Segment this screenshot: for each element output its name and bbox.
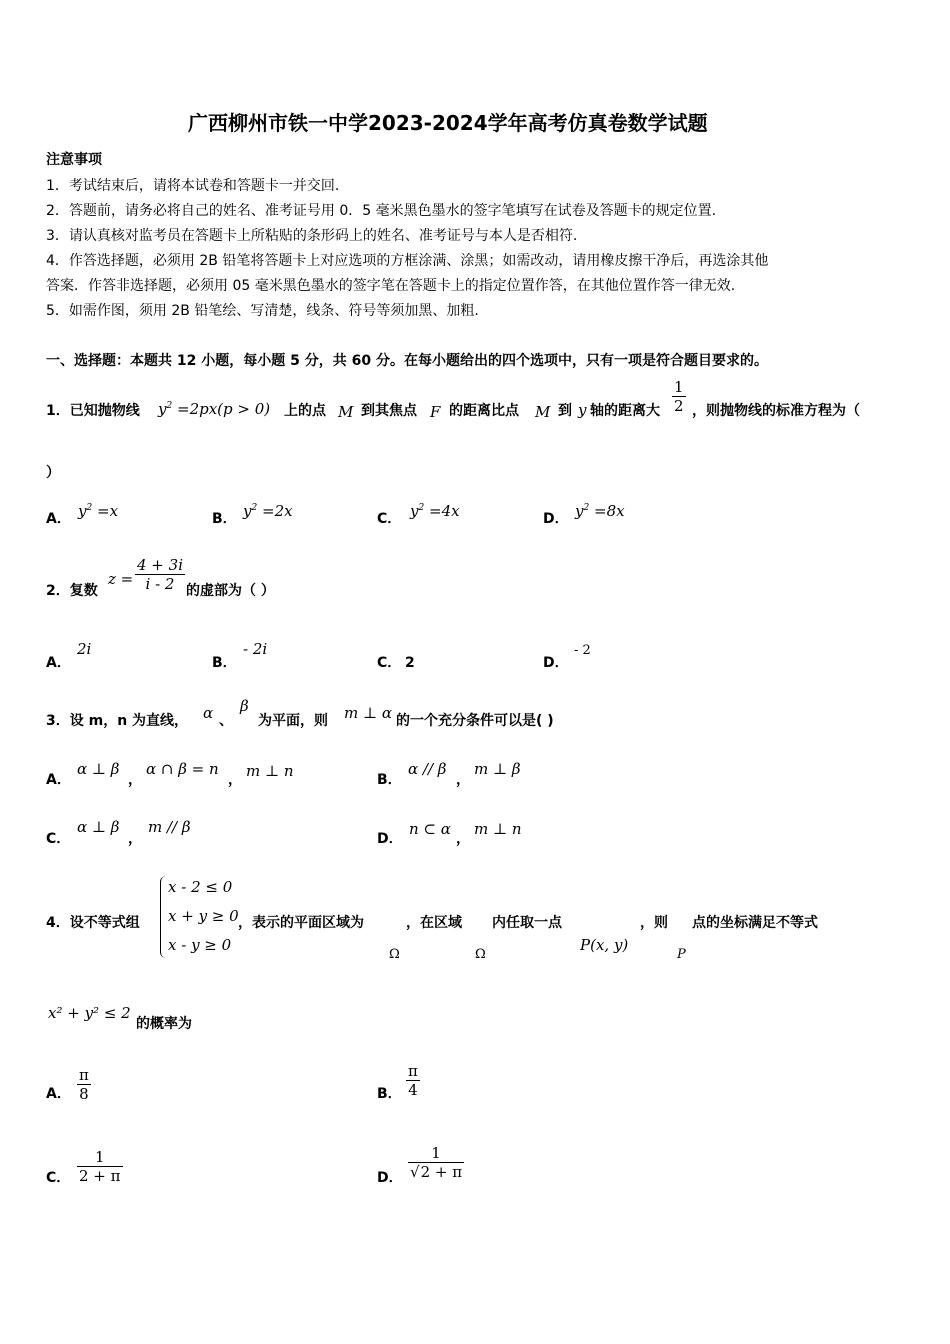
q4-text: ，表示的平面区域为 bbox=[238, 915, 364, 931]
q3-option-a-expr2: α ∩ β = n bbox=[146, 760, 219, 778]
q4-text: 4．设不等式组 bbox=[46, 915, 140, 931]
q2-fraction bbox=[135, 556, 185, 593]
q1-text: 的距离比点 bbox=[449, 403, 519, 419]
q1-option-d-label: D． bbox=[543, 511, 569, 527]
q1-option-b-label: B． bbox=[212, 511, 237, 527]
q1-fraction-den: 2 bbox=[674, 397, 684, 415]
notice-heading: 注意事项 bbox=[46, 152, 102, 168]
q4-option-d-den: √2 + π bbox=[410, 1163, 463, 1181]
q2-option-b-label: B． bbox=[212, 655, 237, 671]
q1-text: ，则抛物线的标准方程为（ bbox=[692, 403, 860, 419]
q4-system-line: x - 2 ≤ 0 bbox=[168, 878, 233, 896]
q4-option-c-fraction: 1 2 + π bbox=[79, 1148, 121, 1185]
q4-text: ，则 bbox=[640, 915, 668, 931]
q3-separator: 、 bbox=[219, 713, 233, 729]
q4-inequality: x² + y² ≤ 2 bbox=[48, 1004, 131, 1022]
q2-option-b-value: - 2i bbox=[243, 640, 268, 658]
section-heading: 一、选择题：本题共 12 小题，每小题 5 分，共 60 分。在每小题给出的四个选项中，只有一项是符合题目要求的。 bbox=[46, 353, 768, 369]
q3-alpha: α bbox=[203, 704, 214, 722]
q3-option-c-expr1: α ⊥ β bbox=[77, 818, 120, 836]
q1-parabola-rhs: =2px(p > 0) bbox=[177, 400, 271, 418]
q3-option-a-expr3: m ⊥ n bbox=[246, 762, 294, 780]
q3-option-b-label: B． bbox=[377, 772, 402, 788]
q2-option-c-value: 2 bbox=[405, 655, 415, 671]
q3-option-d-expr1: n ⊂ α bbox=[409, 820, 451, 838]
q3-text: 3．设 m，n 为直线， bbox=[46, 713, 189, 729]
q3-beta: β bbox=[240, 697, 249, 715]
q2-fraction-den: i - 2 bbox=[145, 575, 175, 593]
q1-point-m: M bbox=[535, 403, 551, 421]
q4-option-a-label: A． bbox=[46, 1086, 71, 1102]
q2-option-c-label: C． bbox=[377, 655, 402, 671]
q4-system-line: x + y ≥ 0 bbox=[168, 907, 239, 925]
q3-option-c-expr2: m // β bbox=[148, 818, 191, 836]
q3-comma: ， bbox=[128, 772, 142, 788]
q3-option-d-expr2: m ⊥ n bbox=[474, 820, 522, 838]
q1-fraction-num: 1 bbox=[674, 378, 684, 396]
q1-point-m: M bbox=[338, 403, 354, 421]
q1-text: 到 bbox=[558, 403, 572, 419]
q1-text: 轴的距离大 bbox=[590, 403, 660, 419]
notice-item: 3．请认真核对监考员在答题卡上所粘贴的条形码上的姓名、准考证号与本人是否相符. bbox=[46, 228, 578, 244]
q1-option-a-label: A． bbox=[46, 511, 71, 527]
q3-condition: m ⊥ α bbox=[344, 704, 392, 722]
q1-option-c-value: $y^2 =4x$ bbox=[410, 502, 460, 520]
notice-item: 1．考试结束后，请将本试卷和答题卡一并交回. bbox=[46, 178, 340, 194]
q4-option-c-label: C． bbox=[46, 1170, 71, 1186]
q4-point-p: P bbox=[677, 947, 686, 962]
q3-option-b-expr1: α // β bbox=[408, 760, 447, 778]
notice-item: 5．如需作图，须用 2B 铅笔绘、写清楚，线条、符号等须加黑、加粗. bbox=[46, 303, 479, 319]
q1-parabola-expr: $y^2 =2px(p > 0)$ bbox=[158, 400, 271, 418]
q2-z: z = bbox=[108, 570, 134, 588]
q4-system-line: x - y ≥ 0 bbox=[168, 936, 232, 954]
q4-option-d-label: D． bbox=[377, 1170, 403, 1186]
q4-text: 内任取一点 bbox=[492, 915, 562, 931]
q1-close-paren: ） bbox=[46, 465, 60, 481]
q1-option-c-label: C． bbox=[377, 511, 402, 527]
q3-option-b-expr2: m ⊥ β bbox=[474, 760, 521, 778]
q3-option-a-expr1: α ⊥ β bbox=[77, 760, 120, 778]
q1-text: 1．已知抛物线 bbox=[46, 403, 140, 419]
q4-omega: Ω bbox=[475, 947, 486, 962]
q3-comma: ， bbox=[228, 772, 242, 788]
q2-option-d-value: - 2 bbox=[574, 643, 591, 658]
q3-option-c-label: C． bbox=[46, 831, 71, 847]
q1-focus-f: F bbox=[430, 403, 441, 421]
q1-text: 到其焦点 bbox=[361, 403, 417, 419]
q4-text: ，在区域 bbox=[406, 915, 462, 931]
q3-comma: ， bbox=[456, 831, 470, 847]
q2-fraction-num: 4 + 3i bbox=[137, 556, 183, 574]
notice-item: 2．答题前，请务必将自己的姓名、准考证号用 0．5 毫米黑色墨水的签字笔填写在试卷及答题卡的规定位置. bbox=[46, 203, 717, 219]
notice-item: 答案．作答非选择题，必须用 05 毫米黑色墨水的签字笔在答题卡上的指定位置作答，在其他位置作答一律无效. bbox=[46, 278, 736, 294]
q2-option-d-label: D． bbox=[543, 655, 569, 671]
q2-text: 2．复数 bbox=[46, 583, 98, 599]
q4-point: P(x, y) bbox=[580, 936, 629, 954]
q1-fraction bbox=[672, 378, 686, 415]
q3-text: 的一个充分条件可以是( ) bbox=[396, 713, 554, 729]
q3-option-d-label: D． bbox=[377, 831, 403, 847]
q1-axis-y: y bbox=[578, 401, 587, 419]
q1-text: 上的点 bbox=[284, 403, 326, 419]
q3-text: 为平面，则 bbox=[258, 713, 328, 729]
q4-option-d-fraction: 1 √2 + π bbox=[410, 1144, 463, 1181]
q2-option-a-label: A． bbox=[46, 655, 71, 671]
q4-option-a-fraction: π 8 bbox=[79, 1066, 89, 1103]
page-title: 广西柳州市铁一中学2023-2024学年高考仿真卷数学试题 bbox=[188, 111, 708, 135]
q4-option-b-label: B． bbox=[377, 1086, 402, 1102]
q3-comma: ， bbox=[128, 831, 142, 847]
q3-comma: ， bbox=[456, 772, 470, 788]
q4-text: 的概率为 bbox=[136, 1016, 192, 1032]
q2-text: 的虚部为（ ） bbox=[186, 583, 275, 599]
q1-option-b-value: $y^2 =2x$ bbox=[243, 502, 293, 520]
q4-system-brace bbox=[160, 876, 166, 958]
notice-item: 4．作答选择题，必须用 2B 铅笔将答题卡上对应选项的方框涂满、涂黑；如需改动，请用橡皮擦干净后，再选涂其他 bbox=[46, 253, 769, 269]
q4-option-b-fraction: π 4 bbox=[408, 1062, 418, 1099]
q3-option-a-label: A． bbox=[46, 772, 71, 788]
q1-option-d-value: $y^2 =8x$ bbox=[575, 502, 625, 520]
q1-option-a-value: $y^2 =x$ bbox=[78, 502, 119, 520]
q4-omega: Ω bbox=[389, 947, 400, 962]
q4-text: 点的坐标满足不等式 bbox=[692, 915, 818, 931]
q2-option-a-value: 2i bbox=[77, 640, 92, 658]
